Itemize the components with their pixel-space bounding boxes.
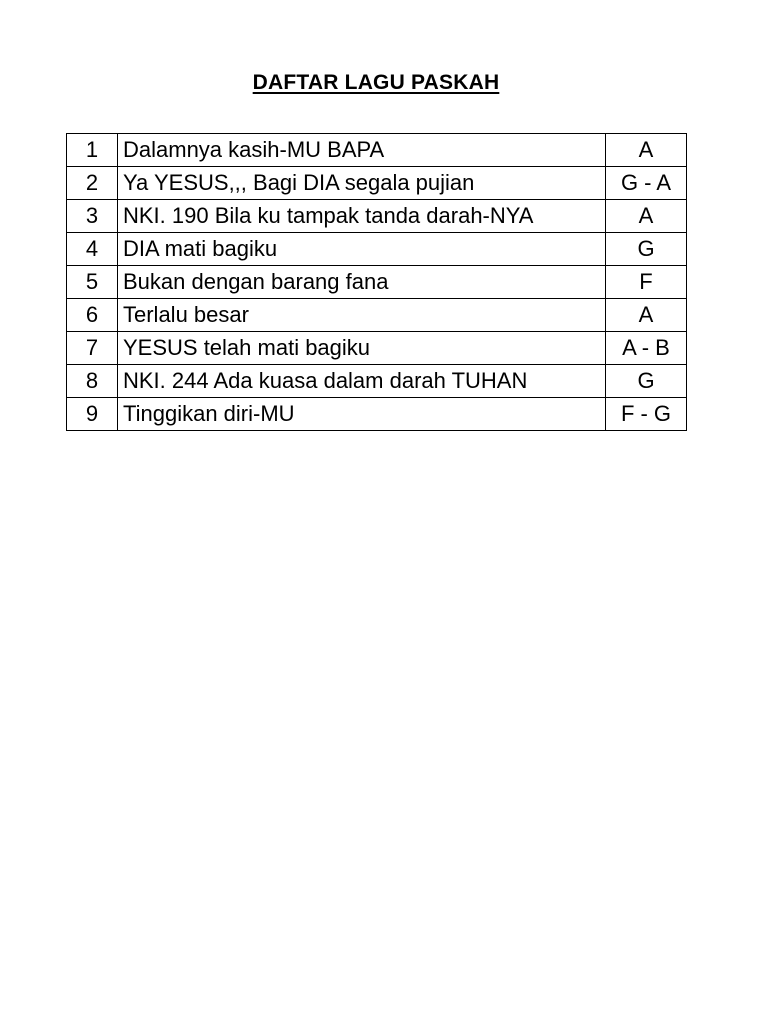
song-list-table [66, 133, 687, 431]
table-row [67, 398, 687, 431]
song-title: Bukan dengan barang fana [118, 266, 606, 299]
song-title: Dalamnya kasih-MU BAPA [118, 134, 606, 167]
song-key: G [606, 233, 687, 266]
page-title: DAFTAR LAGU PASKAH [252, 71, 500, 94]
table-row [67, 200, 687, 233]
song-title: Terlalu besar [118, 299, 606, 332]
song-number: 4 [67, 233, 118, 266]
table-row [67, 167, 687, 200]
song-title: Tinggikan diri-MU [118, 398, 606, 431]
song-title: NKI. 190 Bila ku tampak tanda darah-NYA [118, 200, 606, 233]
song-key: G - A [606, 167, 687, 200]
table-row [67, 299, 687, 332]
song-key: A [606, 200, 687, 233]
song-number: 8 [67, 365, 118, 398]
song-key: F - G [606, 398, 687, 431]
song-number: 3 [67, 200, 118, 233]
song-key: G [606, 365, 687, 398]
song-number: 6 [67, 299, 118, 332]
song-title: Ya YESUS,,, Bagi DIA segala pujian [118, 167, 606, 200]
song-number: 1 [67, 134, 118, 167]
song-number: 7 [67, 332, 118, 365]
song-number: 5 [67, 266, 118, 299]
table-row [67, 134, 687, 167]
song-title: NKI. 244 Ada kuasa dalam darah TUHAN [118, 365, 606, 398]
song-title: YESUS telah mati bagiku [118, 332, 606, 365]
song-title: DIA mati bagiku [118, 233, 606, 266]
song-key: A - B [606, 332, 687, 365]
song-key: A [606, 134, 687, 167]
table-row [67, 365, 687, 398]
song-number: 9 [67, 398, 118, 431]
table-row [67, 233, 687, 266]
song-number: 2 [67, 167, 118, 200]
table-row [67, 332, 687, 365]
table-row [67, 266, 687, 299]
song-key: F [606, 266, 687, 299]
song-key: A [606, 299, 687, 332]
